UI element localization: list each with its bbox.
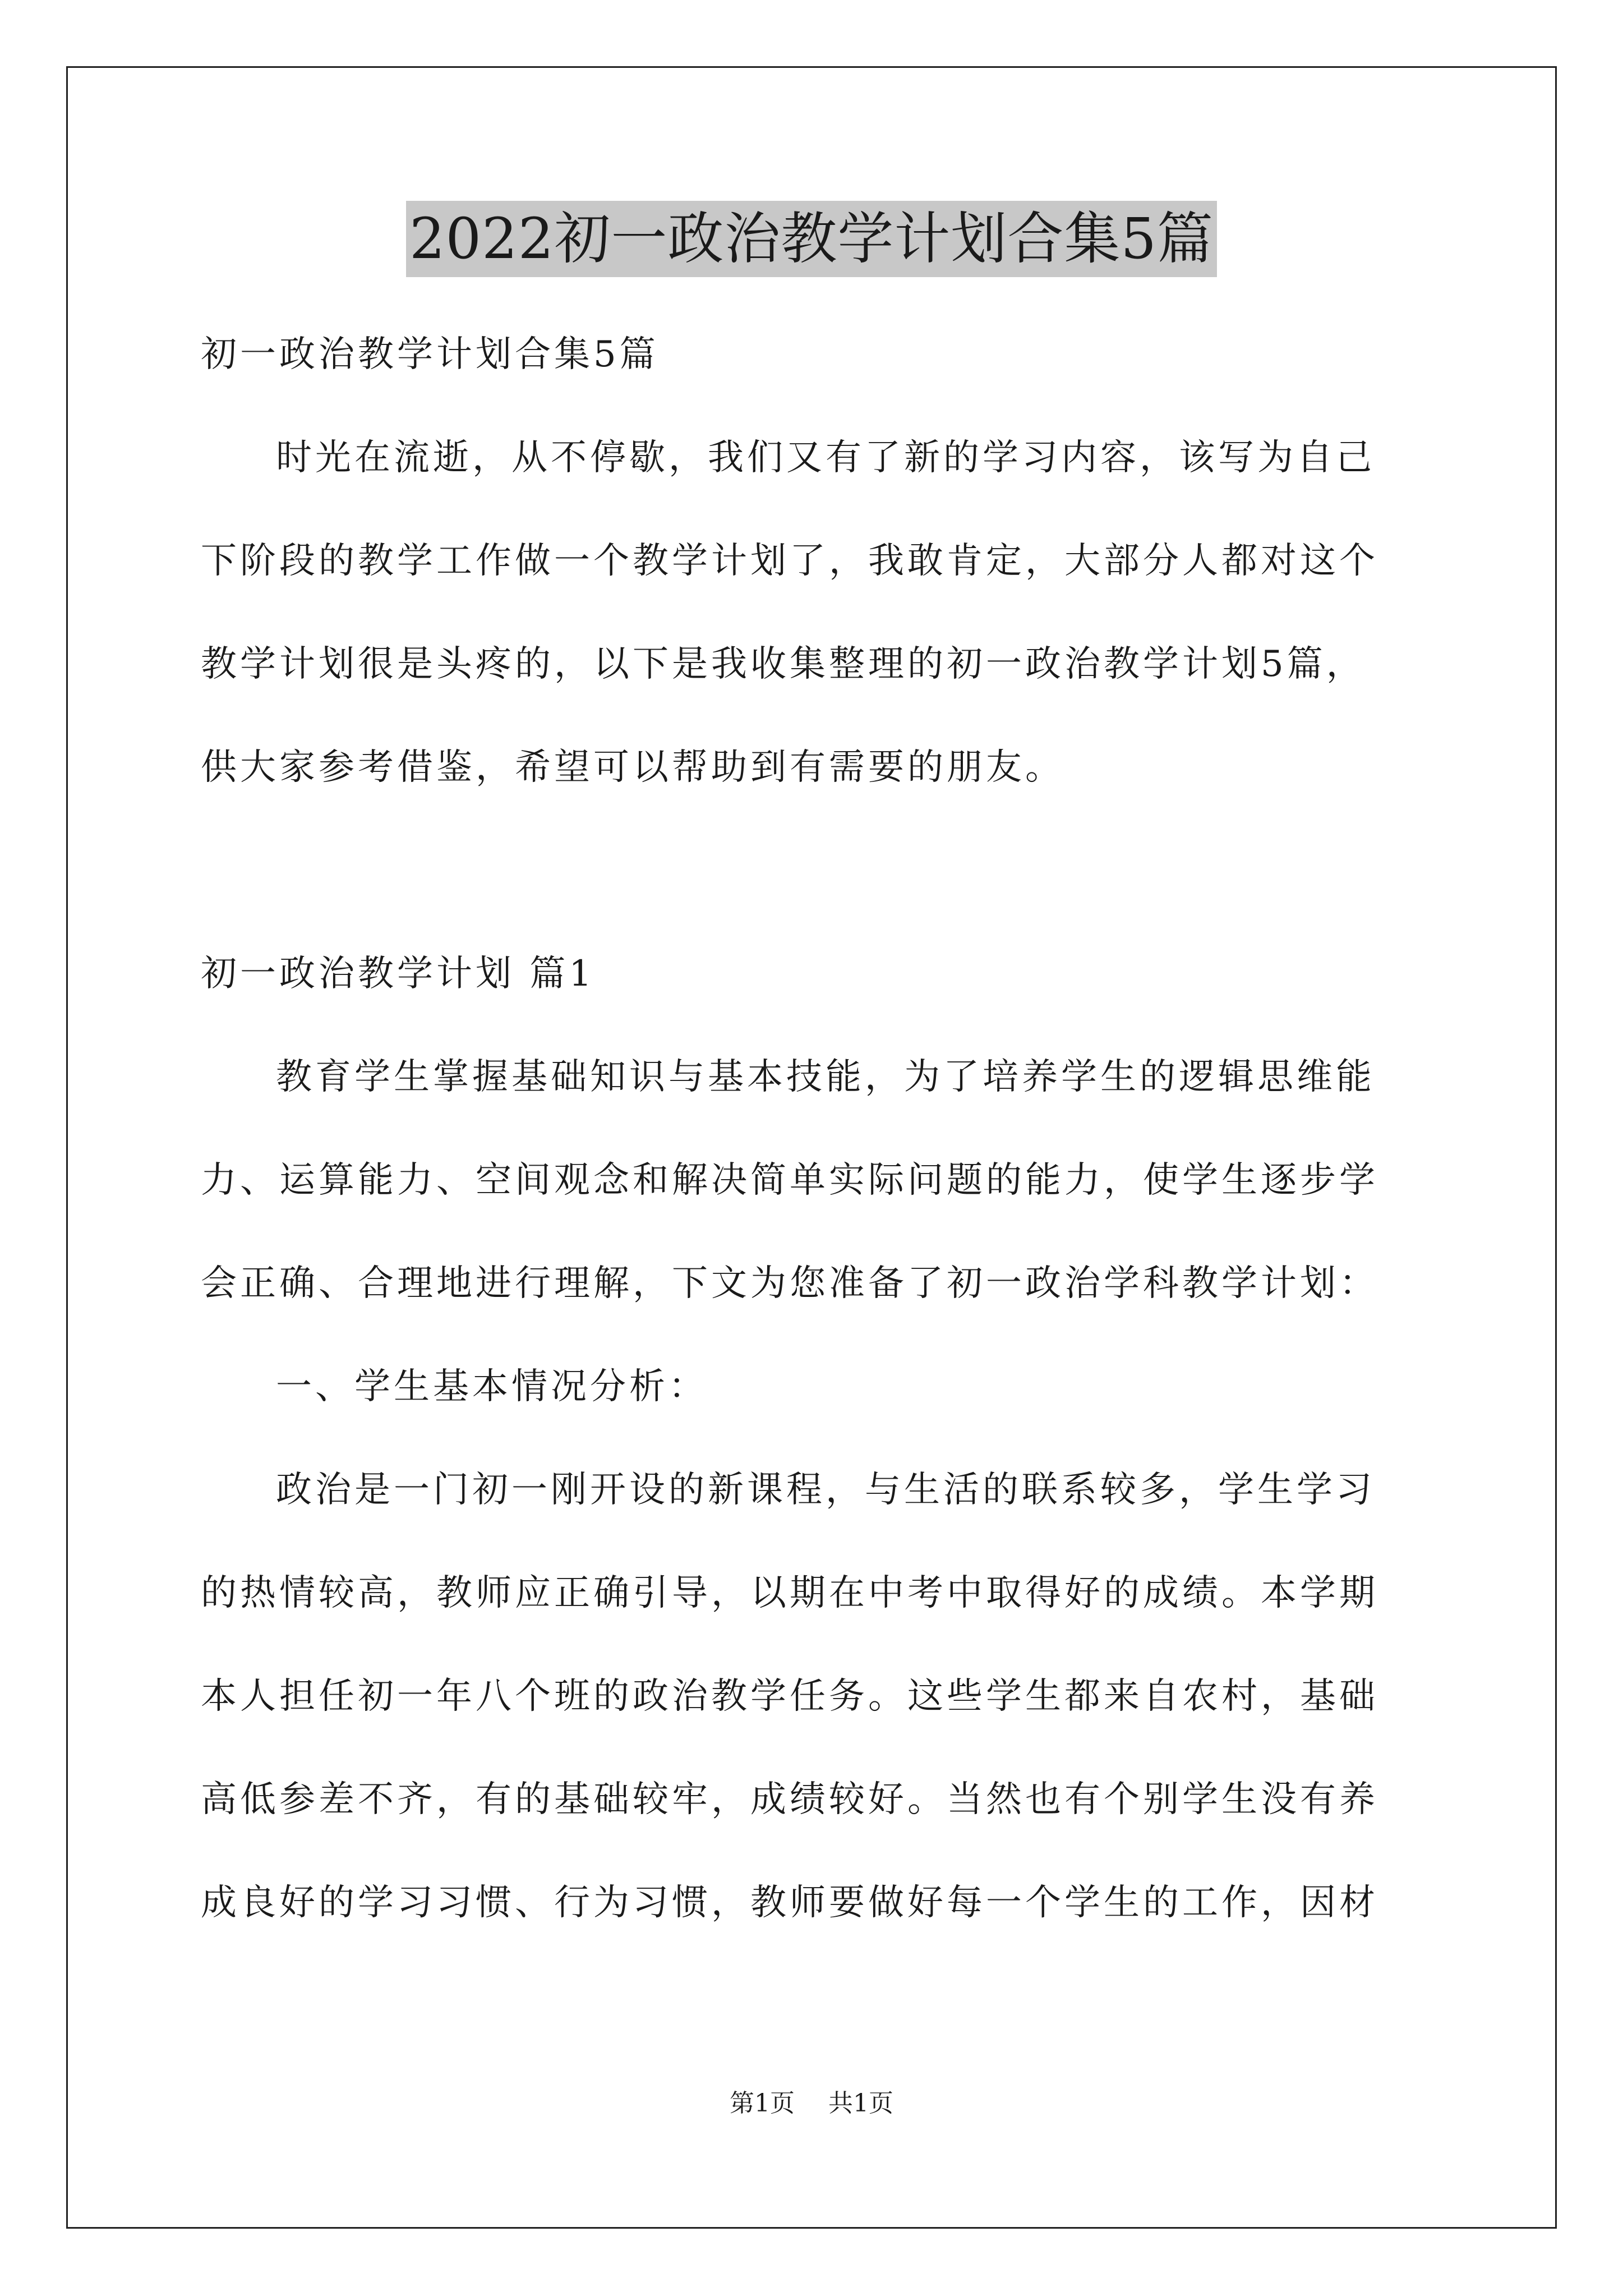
document-body <box>201 303 1435 1954</box>
paragraph-line: 供大家参考借鉴，希望可以帮助到有需要的朋友。 <box>201 747 1064 788</box>
page-number: 第1页 <box>730 2089 795 2118</box>
paragraph-line: 本人担任初一年八个班的政治教学任务。这些学生都来自农村，基础 <box>201 1676 1378 1717</box>
paragraph-line: 力、运算能力、空间观念和解决简单实际问题的能力，使学生逐步学 <box>201 1159 1378 1201</box>
page-footer <box>0 2087 1623 2120</box>
paragraph-line: 会正确、合理地进行理解，下文为您准备了初一政治学科教学计划： <box>201 1263 1378 1304</box>
section-subheading: 一、学生基本情况分析： <box>276 1366 708 1407</box>
paragraph-line: 教学计划很是头疼的，以下是我收集整理的初一政治教学计划5篇， <box>201 643 1366 685</box>
document-title: 2022初一政治教学计划合集5篇 <box>406 201 1217 277</box>
section-paragraph <box>201 1438 1435 1954</box>
section-paragraph <box>201 1025 1435 1335</box>
page-total: 共1页 <box>828 2089 893 2118</box>
title-wrapper <box>0 201 1623 277</box>
intro-paragraph <box>201 406 1435 819</box>
paragraph-line: 时光在流逝，从不停歇，我们又有了新的学习内容，该写为自己 <box>276 437 1375 478</box>
paragraph-line: 下阶段的教学工作做一个教学计划了，我敢肯定，大部分人都对这个 <box>201 540 1378 582</box>
paragraph-gap <box>201 819 1435 922</box>
paragraph-line: 高低参差不齐，有的基础较牢，成绩较好。当然也有个别学生没有养 <box>201 1779 1378 1820</box>
section-heading: 初一政治教学计划 篇1 <box>201 953 596 995</box>
paragraph-line: 成良好的学习习惯、行为习惯，教师要做好每一个学生的工作，因材 <box>201 1882 1378 1924</box>
paragraph-line: 政治是一门初一刚开设的新课程，与生活的联系较多，学生学习 <box>276 1469 1375 1511</box>
paragraph-line: 教育学生掌握基础知识与基本技能，为了培养学生的逻辑思维能 <box>276 1056 1375 1098</box>
paragraph-line: 的热情较高，教师应正确引导，以期在中考中取得好的成绩。本学期 <box>201 1572 1378 1614</box>
document-subtitle: 初一政治教学计划合集5篇 <box>201 334 659 375</box>
